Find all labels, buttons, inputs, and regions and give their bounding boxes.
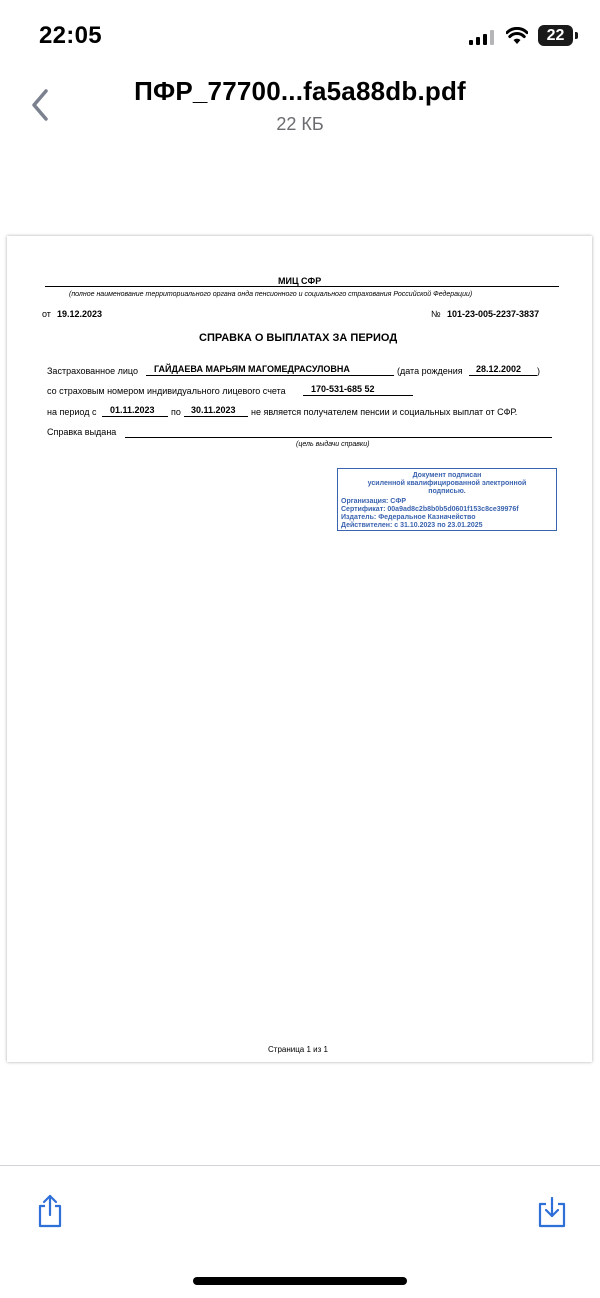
share-icon: [34, 1193, 66, 1229]
insured-underline: [146, 375, 394, 376]
file-name: ПФР_77700...fa5a88db.pdf: [134, 76, 466, 106]
period-from-underline: [102, 416, 168, 417]
pdf-page[interactable]: [7, 236, 592, 1062]
period-to-label: по: [171, 407, 181, 417]
stamp-header: [338, 472, 556, 496]
status-time: 22:05: [39, 22, 102, 49]
battery-icon: [538, 25, 579, 46]
period-from: 01.11.2023: [110, 405, 155, 415]
stamp-certificate: Сертификат: 00a9ad8c2b8b0b5d0601f153c8ce39976f: [341, 506, 519, 513]
back-button[interactable]: [26, 86, 58, 126]
download-button[interactable]: [536, 1196, 568, 1228]
doc-title: СПРАВКА О ВЫПЛАТАХ ЗА ПЕРИОД: [199, 332, 398, 344]
battery-tip: [575, 32, 578, 39]
file-size: 22 КБ: [276, 114, 324, 134]
page-footer: Страница 1 из 1: [268, 1045, 328, 1054]
organization-underline: [45, 286, 559, 287]
stamp-header-line2: усиленной квалифицированной электронной: [367, 480, 527, 487]
issued-underline: [125, 437, 552, 438]
battery-level: 22: [546, 27, 565, 44]
insured-name: ГАЙДАЕВА МАРЬЯМ МАГОМЕДРАСУЛОВНА: [154, 364, 350, 374]
snils-value: 170-531-685 52: [311, 384, 375, 394]
chevron-left-icon: [26, 86, 58, 126]
period-label: на период с: [47, 407, 97, 417]
stamp-valid: Действителен: с 31.10.2023 по 23.01.2025: [341, 522, 483, 529]
doc-organization: МИЦ СФР: [278, 276, 322, 286]
issued-caption: (цель выдачи справки): [296, 441, 370, 448]
number-prefix: №: [431, 309, 441, 319]
period-to-underline: [184, 416, 248, 417]
wifi-icon: [506, 27, 528, 45]
stamp-header-line3: подписью.: [428, 488, 466, 495]
stamp-header-line1: Документ подписан: [412, 472, 482, 479]
birth-close: ): [537, 366, 540, 376]
download-icon: [536, 1196, 568, 1228]
birth-label: (дата рождения: [397, 366, 463, 376]
signature-stamp: [337, 468, 557, 531]
insured-label: Застрахованное лицо: [47, 366, 138, 376]
snils-label: со страховым номером индивидуального лицевого счета: [47, 386, 286, 396]
issued-label: Справка выдана: [47, 427, 117, 437]
toolbar-divider: [0, 1165, 600, 1166]
share-button[interactable]: [34, 1193, 66, 1229]
date-prefix: от: [42, 309, 51, 319]
organization-caption: (полное наименование территориального органа онда пенсионного и социального страхования Российской Федерации): [69, 291, 473, 298]
birth-underline: [469, 375, 537, 376]
stamp-organization: Организация: СФР: [341, 498, 407, 505]
stamp-issuer: Издатель: Федеральное Казначейство: [341, 514, 476, 521]
period-statement: не является получателем пенсии и социальных выплат от СФР.: [251, 407, 518, 417]
period-to: 30.11.2023: [191, 405, 236, 415]
doc-date: 19.12.2023: [57, 309, 103, 319]
signal-icon: [469, 30, 495, 45]
doc-number: 101-23-005-2237-3837: [447, 309, 540, 319]
snils-underline: [303, 395, 413, 396]
birth-date: 28.12.2002: [476, 364, 522, 374]
home-indicator[interactable]: [193, 1277, 407, 1285]
